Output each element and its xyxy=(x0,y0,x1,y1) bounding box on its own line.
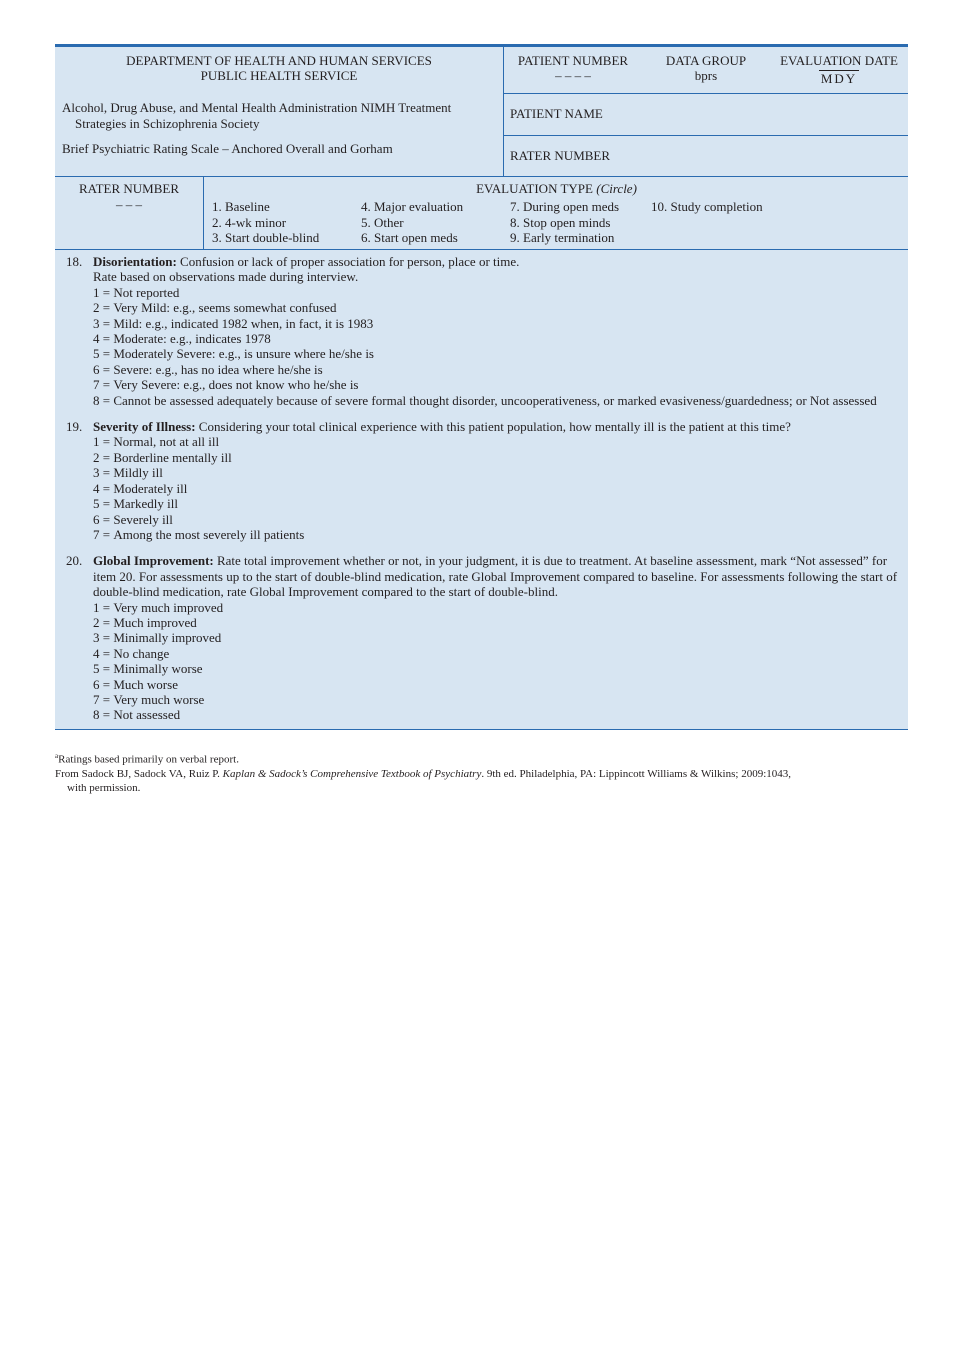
rating-option[interactable] xyxy=(93,692,902,707)
rating-option[interactable] xyxy=(93,677,902,692)
option-label: Cannot be assessed adequately because of severe formal thought disorder, uncooperativeness, or marked evasiveness/guardedness; or Not assessed xyxy=(113,392,877,408)
option-label: Severely ill xyxy=(113,511,173,527)
option-key: 6 = xyxy=(93,511,114,527)
option-label: Much worse xyxy=(113,676,178,692)
option-label: Very much worse xyxy=(113,691,205,707)
header-left xyxy=(55,47,504,176)
patient-name-row[interactable] xyxy=(504,94,908,136)
evaluation-date-cell xyxy=(772,53,906,86)
option-label: Markedly ill xyxy=(113,496,178,512)
department-line-1: DEPARTMENT OF HEALTH AND HUMAN SERVICES xyxy=(126,53,432,68)
rater-number-label-2: RATER NUMBER xyxy=(78,181,180,196)
rating-option[interactable] xyxy=(93,646,902,661)
option-label: Mildly ill xyxy=(113,465,163,481)
option-key: 3 = xyxy=(93,315,114,331)
option-key: 1 = xyxy=(93,434,114,450)
form-header xyxy=(55,44,908,177)
evaluation-option[interactable]: 4. Major evaluation xyxy=(361,199,464,214)
patient-name-label: PATIENT NAME xyxy=(510,106,603,121)
footnote-marker: a xyxy=(55,752,59,760)
option-label: Moderate: e.g., indicates 1978 xyxy=(113,331,271,347)
rating-option[interactable] xyxy=(93,300,902,315)
rating-items xyxy=(55,250,908,730)
rating-option[interactable] xyxy=(93,377,902,392)
evaluation-option[interactable]: 3. Start double-blind xyxy=(212,230,320,245)
administration-text xyxy=(62,100,502,132)
option-key: 3 = xyxy=(93,465,114,481)
rater-number-cell xyxy=(55,177,204,249)
evaluation-option[interactable]: 6. Start open meds xyxy=(361,230,458,245)
evaluation-option[interactable]: 10. Study completion xyxy=(651,199,763,214)
header-right xyxy=(504,47,908,176)
patient-number-label: PATIENT NUMBER xyxy=(517,53,629,68)
administration-line-2: Strategies in Schizophrenia Society xyxy=(75,116,260,131)
item-description xyxy=(93,419,902,434)
option-label: Moderately Severe: e.g., is unsure where he/she is xyxy=(113,346,374,362)
option-label: Very much improved xyxy=(113,599,224,615)
rater-number-label: RATER NUMBER xyxy=(510,148,611,163)
source-title: Kaplan & Sadock’s Comprehensive Textbook of Psychiatry xyxy=(222,767,482,780)
option-label: Much improved xyxy=(113,614,197,630)
data-group-cell xyxy=(656,53,756,83)
option-label: Normal, not at all ill xyxy=(113,434,220,450)
department-heading xyxy=(55,53,503,83)
evaluation-option[interactable]: 1. Baseline xyxy=(212,199,270,214)
evaluation-option[interactable]: 8. Stop open minds xyxy=(510,214,611,230)
header-id-row xyxy=(504,47,908,94)
evaluation-options-col-3 xyxy=(510,199,619,246)
option-key: 1 = xyxy=(93,284,114,300)
option-label: Borderline mentally ill xyxy=(113,449,232,465)
option-key: 4 = xyxy=(93,331,114,347)
rating-option[interactable] xyxy=(93,346,902,361)
option-key: 4 = xyxy=(93,645,114,661)
patient-number-cell xyxy=(512,53,634,83)
evaluation-date-label: EVALUATION DATE xyxy=(780,53,898,68)
item-description xyxy=(93,254,902,269)
rating-option[interactable] xyxy=(93,331,902,346)
rating-option[interactable] xyxy=(93,481,902,496)
rating-option[interactable] xyxy=(93,707,902,722)
option-label: Not reported xyxy=(113,284,180,300)
option-label: Very Severe: e.g., does not know who he/she is xyxy=(113,377,359,393)
option-label: Mild: e.g., indicated 1982 when, in fact, it is 1983 xyxy=(113,315,374,331)
option-label: Moderately ill xyxy=(113,480,188,496)
rating-option[interactable] xyxy=(93,362,902,377)
evaluation-options-col-1 xyxy=(212,199,319,246)
option-label: Not assessed xyxy=(113,707,181,723)
evaluation-options-col-4 xyxy=(651,199,763,215)
footnote-note: Ratings based primarily on verbal report. xyxy=(58,753,239,766)
rating-option[interactable] xyxy=(93,600,902,615)
option-key: 7 = xyxy=(93,691,114,707)
option-label: No change xyxy=(113,645,170,661)
evaluation-type-section xyxy=(55,177,908,250)
scale-title: Brief Psychiatric Rating Scale – Anchored Overall and Gorham xyxy=(62,141,393,156)
data-group-value: bprs xyxy=(694,68,718,83)
option-key: 7 = xyxy=(93,377,114,393)
patient-number-field[interactable]: – – – – xyxy=(555,68,591,83)
evaluation-option[interactable]: 9. Early termination xyxy=(510,230,615,245)
evaluation-options-col-2 xyxy=(361,199,463,246)
item-text: Rate total improvement whether or not, in your judgment, it is due to treatment. At baseline assessment, mark “Not assessed” for item 20. For assessments up to the start of double-blind medication, rate Global Improvement compared to baseline. For assessments following the start of double-blind medication, rate Global Improvement compared to the start of double-blind. xyxy=(93,553,898,600)
option-key: 5 = xyxy=(93,661,114,677)
option-label: Minimally worse xyxy=(113,661,203,677)
rater-number-field[interactable]: – – – xyxy=(116,197,142,212)
option-key: 2 = xyxy=(93,300,114,316)
rating-option[interactable] xyxy=(93,527,902,542)
option-key: 8 = xyxy=(93,392,114,408)
option-label: Severe: e.g., has no idea where he/she is xyxy=(113,361,323,377)
evaluation-type-label: EVALUATION TYPE xyxy=(476,181,593,196)
rating-option[interactable] xyxy=(93,496,902,511)
rating-option[interactable] xyxy=(93,393,902,408)
rating-option[interactable] xyxy=(93,661,902,676)
rating-item xyxy=(61,553,902,722)
evaluation-type-title xyxy=(205,181,908,197)
source-line-2: with permission. xyxy=(67,781,141,794)
option-label: Very Mild: e.g., seems somewhat confused xyxy=(113,300,337,316)
department-line-2: PUBLIC HEALTH SERVICE xyxy=(200,68,358,83)
option-label: Among the most severely ill patients xyxy=(113,526,305,542)
rating-option[interactable] xyxy=(93,615,902,630)
rating-option[interactable] xyxy=(93,285,902,300)
option-key: 6 = xyxy=(93,361,114,377)
evaluation-type-note: (Circle) xyxy=(596,181,637,196)
footnote-ratings xyxy=(55,749,908,767)
bprs-form xyxy=(55,44,908,730)
item-description xyxy=(93,553,902,599)
rater-number-row[interactable] xyxy=(504,136,908,176)
rating-option[interactable] xyxy=(93,316,902,331)
rating-option[interactable] xyxy=(93,630,902,645)
source-prefix: From Sadock BJ, Sadock VA, Ruiz P. xyxy=(55,767,223,780)
option-key: 7 = xyxy=(93,526,114,542)
option-key: 1 = xyxy=(93,599,114,615)
rating-option[interactable] xyxy=(93,512,902,527)
item-title: Global Improvement: xyxy=(93,553,214,569)
data-group-label: DATA GROUP xyxy=(665,53,747,68)
option-key: 8 = xyxy=(93,707,114,723)
footnote-source xyxy=(55,767,908,781)
evaluation-option[interactable]: 7. During open meds xyxy=(510,199,620,214)
option-key: 2 = xyxy=(93,614,114,630)
rating-option[interactable] xyxy=(93,434,902,449)
item-text: Considering your total clinical experience with this patient population, how mentally ill is the patient at this time? xyxy=(195,419,791,435)
evaluation-option[interactable]: 5. Other xyxy=(361,214,404,230)
rating-option[interactable] xyxy=(93,450,902,465)
footnotes xyxy=(55,749,908,795)
option-key: 2 = xyxy=(93,449,114,465)
option-key: 5 = xyxy=(93,346,114,362)
evaluation-date-field[interactable]: MDY xyxy=(820,71,858,86)
option-key: 5 = xyxy=(93,496,114,512)
option-key: 4 = xyxy=(93,480,114,496)
item-title: Disorientation: xyxy=(93,254,177,269)
item-text: Confusion or lack of proper association for person, place or time. xyxy=(176,254,520,269)
evaluation-option[interactable]: 2. 4-wk minor xyxy=(212,214,287,230)
item-instruction: Rate based on observations made during interview. xyxy=(93,269,359,285)
rating-option[interactable] xyxy=(93,465,902,480)
item-title: Severity of Illness: xyxy=(93,419,196,435)
rating-item xyxy=(61,254,902,408)
rating-item xyxy=(61,419,902,542)
option-label: Minimally improved xyxy=(113,630,222,646)
source-suffix: . 9th ed. Philadelphia, PA: Lippincott Williams & Wilkins; 2009:1043, xyxy=(481,767,792,780)
option-key: 6 = xyxy=(93,676,114,692)
item-number: 18. xyxy=(66,254,83,269)
item-number: 19. xyxy=(66,419,83,435)
administration-line-1: Alcohol, Drug Abuse, and Mental Health Administration NIMH Treatment xyxy=(62,100,452,115)
option-key: 3 = xyxy=(93,630,114,646)
item-number: 20. xyxy=(66,553,83,569)
